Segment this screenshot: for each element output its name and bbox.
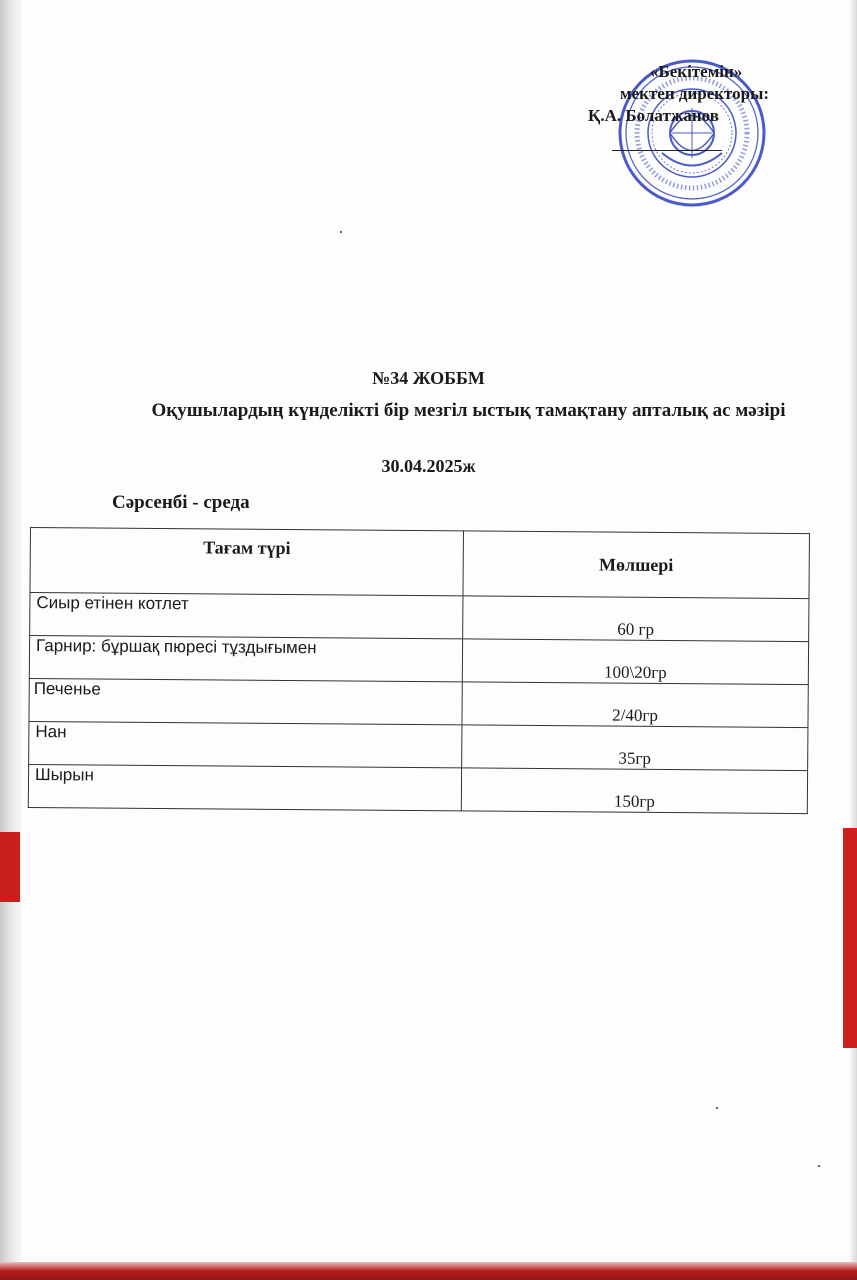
approver-role: мектеп директоры: [620,84,770,103]
dish-name: Гарнир: бұршақ пюресі тұздығымен [29,636,462,682]
speck [818,1165,820,1167]
column-header-dish: Тағам түрі [30,528,463,596]
red-background-bottom [0,1262,857,1280]
table-header-row [30,528,809,599]
school-name: №34 ЖОББМ [372,368,485,388]
table-row [30,593,809,642]
table-row [29,678,808,727]
document-title: Оқушылардың күнделікті бір мезгіл ыстық тамақтану апталық ас мәзірі [151,400,786,421]
column-header-amount: Мөлшері [463,531,809,599]
dish-name: Шырын [28,764,461,810]
paper-right-shadow [849,0,857,1280]
speck [340,231,342,233]
table-row [29,721,808,770]
table-row [28,764,807,813]
red-background-right [843,828,857,1048]
signature-line [612,150,722,151]
dish-amount: 60 гр [463,596,809,642]
dish-name: Печенье [29,678,462,724]
dish-amount: 100\20гр [462,639,808,685]
dish-name: Нан [29,721,462,767]
paper-left-edge [0,0,22,1280]
dish-amount: 150гр [461,768,807,814]
weekday: Сәрсенбі - среда [112,492,250,513]
dish-amount: 35гр [462,725,808,771]
approval-block [560,58,830,218]
speck [716,1107,718,1109]
table-row [29,636,808,685]
approval-label: «Бекітемін» [650,62,743,81]
dish-amount: 2/40гр [462,682,808,728]
menu-table [28,527,810,814]
dish-name: Сиыр етінен котлет [30,593,463,639]
menu-date: 30.04.2025ж [381,456,476,476]
red-background-left [0,832,20,902]
approver-name: Қ.А. Болатжанов [588,106,719,125]
